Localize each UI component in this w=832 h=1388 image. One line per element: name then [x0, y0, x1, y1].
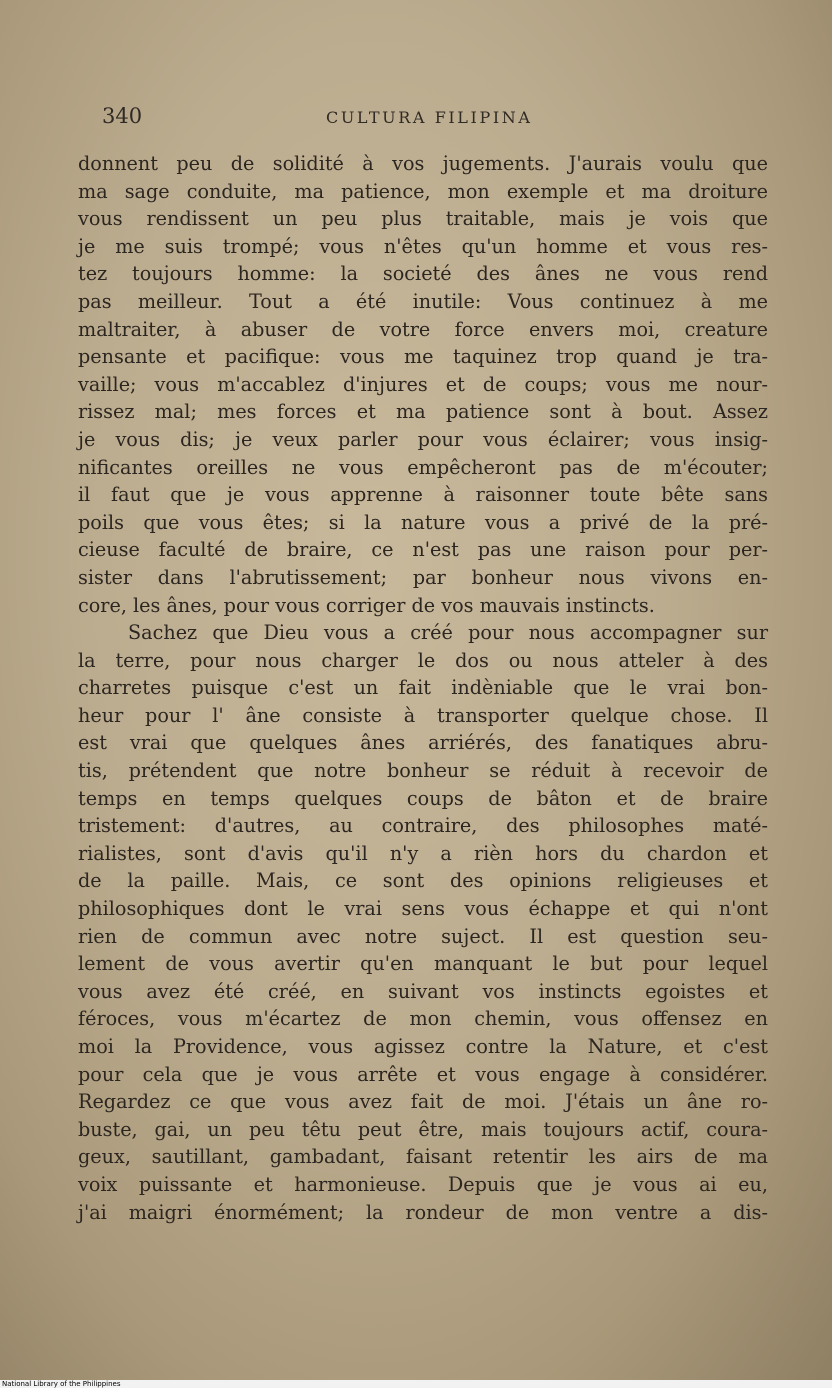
text-line: cieuse faculté de braire, ce n'est pas une raison pour per-	[78, 538, 768, 562]
text-line: heur pour l' âne consiste à transporter quelque chose. Il	[78, 703, 768, 727]
text-line: voix puissante et harmonieuse. Depuis que je vous ai eu,	[78, 1172, 768, 1196]
text-line: je me suis trompé; vous n'êtes qu'un homme et vous res-	[78, 234, 768, 258]
text-line: sister dans l'abrutissement; par bonheur nous vivons en-	[78, 565, 768, 589]
text-line: maltraiter, à abuser de votre force envers moi, creature	[78, 317, 768, 341]
text-line: pas meilleur. Tout a été inutile: Vous continuez à me	[78, 289, 768, 313]
text-line: la terre, pour nous charger le dos ou nous atteler à des	[78, 648, 768, 672]
library-credit: National Library of the Philippines	[0, 1380, 832, 1388]
text-line: je vous dis; je veux parler pour vous éclairer; vous insig-	[78, 427, 768, 451]
text-line: tristement: d'autres, au contraire, des philosophes maté-	[78, 814, 768, 838]
text-line: buste, gai, un peu têtu peut être, mais toujours actif, coura-	[78, 1117, 768, 1141]
text-line: est vrai que quelques ânes arriérés, des fanatiques abru-	[78, 731, 768, 755]
text-line: philosophiques dont le vrai sens vous échappe et qui n'ont	[78, 897, 768, 921]
text-line: core, les ânes, pour vous corriger de vos mauvais instincts.	[78, 593, 655, 617]
text-line: j'ai maigri énormément; la rondeur de mon ventre a dis-	[78, 1200, 768, 1224]
text-line: Sachez que Dieu vous a créé pour nous accompagner sur	[128, 621, 768, 645]
text-line: temps en temps quelques coups de bâton et de braire	[78, 786, 768, 810]
text-line: rialistes, sont d'avis qu'il n'y a rièn hors du chardon et	[78, 841, 768, 865]
text-line: pour cela que je vous arrête et vous engage à considérer.	[78, 1062, 768, 1086]
text-line: moi la Providence, vous agissez contre la Nature, et c'est	[78, 1035, 768, 1058]
page-header	[0, 104, 832, 134]
text-line: de la paille. Mais, ce sont des opinions religieuses et	[78, 869, 768, 893]
text-line: nificantes oreilles ne vous empêcheront pas de m'écouter;	[78, 455, 768, 479]
text-line: rien de commun avec notre suject. Il est question seu-	[78, 924, 768, 948]
text-line: vous avez été créé, en suivant vos instincts egoistes et	[78, 979, 768, 1003]
text-line: vous rendissent un peu plus traitable, mais je vois que	[78, 207, 768, 231]
text-line: il faut que je vous apprenne à raisonner toute bête sans	[78, 483, 768, 507]
text-line: geux, sautillant, gambadant, faisant retentir les airs de ma	[78, 1145, 768, 1169]
text-line: ma sage conduite, ma patience, mon exemple et ma droiture	[78, 179, 768, 203]
text-line: pensante et pacifique: vous me taquinez trop quand je tra-	[78, 345, 768, 369]
body-text	[78, 150, 768, 1226]
text-line: donnent peu de solidité à vos jugements. J'aurais voulu que	[78, 152, 768, 175]
text-line: tis, prétendent que notre bonheur se réduit à recevoir de	[78, 759, 768, 783]
running-title: CULTURA FILIPINA	[326, 108, 533, 127]
text-line: lement de vous avertir qu'en manquant le but pour lequel	[78, 952, 768, 976]
text-line: rissez mal; mes forces et ma patience sont à bout. Assez	[78, 400, 768, 424]
text-line: poils que vous êtes; si la nature vous a privé de la pré-	[78, 510, 768, 534]
text-line: Regardez ce que vous avez fait de moi. J'étais un âne ro-	[78, 1090, 768, 1114]
text-line: féroces, vous m'écartez de mon chemin, vous offensez en	[78, 1007, 768, 1031]
text-line: charretes puisque c'est un fait indèniable que le vrai bon-	[78, 676, 768, 700]
text-line: tez toujours homme: la societé des ânes ne vous rend	[78, 262, 768, 286]
page-number: 340	[102, 104, 143, 128]
text-line: vaille; vous m'accablez d'injures et de coups; vous me nour-	[78, 372, 768, 396]
